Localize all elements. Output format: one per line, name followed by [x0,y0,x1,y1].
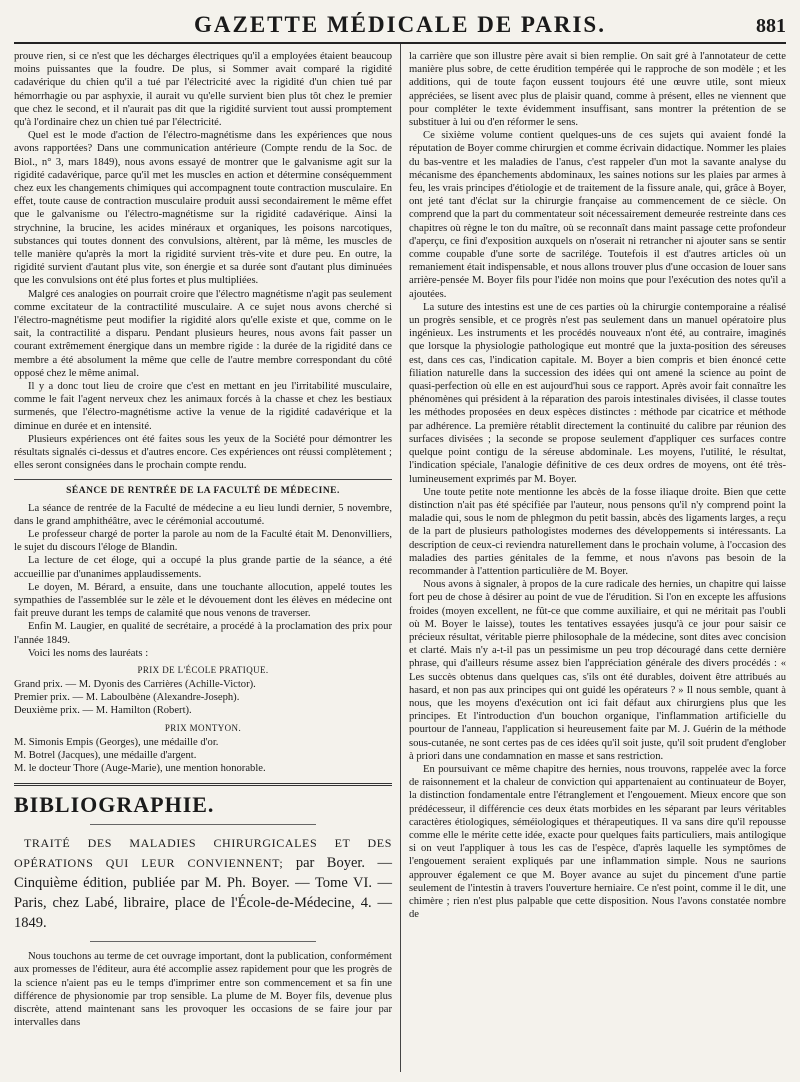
bibliographie-title: BIBLIOGRAPHIE. [14,792,215,818]
divider [90,824,317,825]
review-paragraph: Ce sixième volume contient quelques-uns de ces sujets qui avaient fondé la réputation de Boyer comme chirurgien et comme écrivain didactique. Nommer les plaies du bas-ventre et les maladies de l'anus, c'est rappeler d'un mot la savante analyse du mécanisme des épanchements abdominaux, les saines notions sur les plaies par armes à feu, les vrais principes d'étiologie et de traitement de la fissure anale, qui, grâce à Boyer, ont jeté tant d'éclat sur la chirurgie française au commencement de ce siècle. On comprend que la part du commentateur soit nécessairement demeurée restreinte dans ces chapitres où règne le ton du maître, où se reconnaît dans maint passage cette profondeur d'aperçu, ce fini d'exposition auxquels on n'oserait ni retrancher ni ajouter sans se sentir comme coupable d'une sorte de sacrilége. Toutefois il est d'autres articles où un remaniement était indispensable, et nous allons trouver plus d'une occasion de louer sans arrière-pensée M. Boyer fils pour l'idée non moins que pour l'exécution des notes qu'il a ajoutées. [409,130,786,300]
section-divider [14,783,392,786]
prize-entry: M. Botrel (Jacques), une médaille d'argent. [14,749,197,761]
review-paragraph: la carrière que son illustre père avait si bien remplie. On sait gré à l'annotateur de cette manière plus sobre, de cette érudition tempérée qui le rapproche de son modèle ; et les additions, qui de toute façon eussent toujours été une œuvre utile, sont mieux appréciées, se lisent avec plus de plaisir quand, comme à présent, elles ne viennent que pour compléter le texte évidemment insuffisant, sans montrer la prétention de se substituer à lui ou d'en réformer le sens. [409,51,786,129]
page-number: 881 [756,15,786,37]
prix-pratique-heading: PRIX DE L'ÉCOLE PRATIQUE. [137,664,269,675]
article-paragraph: Quel est le mode d'action de l'électro-magnétisme dans les expériences que nous avons rapportées? Dans une communication antérieure (Compte rendu de la Soc. de Biol., n° 3, mars 1849), nous avons essayé de montrer que le galvanisme agit sur la rigidité cadavérique, parce qu'il met les muscles en action et détermine conséquemment chez eux les changements chimiques qui accompagnent toute contraction musculaire. En effet, toute cause de contraction musculaire produit aussi secondairement le même effet que le galvanisme ou l'électro-magnétisme sur la rigidité cadavérique. Ainsi la strychnine, la brucine, les acides minéraux et organiques, les poisons narcotiques, substances qui toutes donnent des convulsions, altèrent, par là même, les muscles de telle manière qu'après la mort la rigidité survient très-vite et dure peu. En outre, la rigidité survient d'autant plus vite, son énergie et sa durée sont d'autant plus diminuées que les convulsions ont été plus fortes et plus multipliées. [14,130,392,287]
seance-paragraph: Enfin M. Laugier, en qualité de secrétaire, a procédé à la proclamation des prix pour l'année 1849. [14,621,392,646]
review-paragraph: Nous touchons au terme de cet ouvrage important, dont la publication, conformément aux promesses de l'éditeur, aura été accomplie assez rapidement pour que les progrès de la science n'aient pas eu le temps d'imprimer entre son commencement et sa fin une différence de physionomie par trop sensible. La plume de M. Boyer fils, devenue plus discrète, attend maintenant sans les provoquer les occasions de se faire jour par intervalles dans [14,951,392,1029]
right-column [400,44,786,1072]
review-paragraph: Nous avons à signaler, à propos de la cure radicale des hernies, un chapitre qui laisse fort peu de chose à désirer au point de vue de l'érudition. Si l'on en excepte les affusions froides (moyen excellent, ne fût-ce que comme auxiliaire, et qui ne méritait pas l'oubli où M. Boyer le laisse), toutes les tentatives essayées jusqu'à ce jour pour saisir ce précieux résultat, véritable pierre philosophale de la médecine, sont dites avec concision et clarté. Mais n'y a-t-il pas un pessimisme un peu trop découragé dans cette dernière phrase, qui d'ailleurs résume assez bien l'appréciation générale des divers procédés : « Les succès obtenus dans quelques cas, s'ils ont été durables, doivent être attribués au hasard, et non pas aux principes qui ont guidé les opérateurs ? » Il nous semble, quant à nous, que les moyens d'exécution ont ici fait défaut aux chirurgiens plus que les principes. Et l'introduction d'un bouchon organique, l'inflammation artificielle du pourtour de l'anneau, l'application si heureusement faite par M. J. Guérin de la méthode sous-cutanée, ne sont certes pas de ces idées qu'il soit juste, qu'il soit prudent d'englober à priori dans une condamnation en masse et sans restriction. [409,579,786,762]
seance-paragraph: Voici les noms des lauréats : [28,647,149,659]
seance-paragraph: Le doyen, M. Bérard, a ensuite, dans une touchante allocution, appelé toutes les sympathies de l'assemblée sur le zèle et le dévouement dont les élèves en médecine ont fait preuve durant les temps de calamité que nous venons de traverser. [14,581,392,620]
seance-paragraph: La séance de rentrée de la Faculté de médecine a eu lieu lundi dernier, 5 novembre, dans le grand amphithéâtre, avec le cérémonial accoutumé. [14,502,392,527]
article-paragraph: Plusieurs expériences ont été faites sous les yeux de la Société pour démontrer les résultats signalés ci-dessus et d'autres encore. Ces expériences ont réussi complètement ; elles seront consignées dans le prochain compte rendu. [14,433,392,472]
journal-title: GAZETTE MÉDICALE DE PARIS. [194,12,606,37]
seance-paragraph: Le professeur chargé de porter la parole au nom de la Faculté était M. Denonvilliers, le sujet du discours l'éloge de Blandin. [14,528,392,554]
review-paragraph: Une toute petite note mentionne les abcès de la fosse iliaque droite. Bien que cette distinction n'ait pas été spécifiée par l'auteur, nous pensons qu'il n'y comprend point la maladie qui, sous le nom de phlegmon du petit bassin, abcès des ligaments larges, a reçu de la part de plusieurs pathologistes modernes des développements si intéressants. La description de ceux-ci reviendra naturellement dans le prochain volume, à l'occasion des maladies des parties génitales de la femme, et nous n'avons pas besoin de la recommander à l'attention particulière de M. Boyer. [409,486,786,577]
page-header [14,0,786,44]
book-citation [14,833,392,933]
review-paragraph: En poursuivant ce même chapitre des hernies, nous trouvons, rappelée avec la force de raisonnement et la chaleur de conviction qui appartenaient au continuateur de Boyer, la distinction fondamentale entre l'étranglement et l'engouement. Mieux encore que son prédécesseur, il différencie ces deux états morbides en les séparant par leurs véritables caractères étiologiques, séméiologiques et thérapeutiques. Il va sans dire qu'il repousse comme elle le mérite cette idée, exacte pour quelques faits particuliers, mais antilogique si on veut l'appliquer à tous les cas de l'espèce, d'après laquelle les symptômes de l'engouement seraient expliqués par une inflammation simple. Nous ne saurions approuver également ce que M. Boyer avance au sujet du pincement d'une partie seulement de l'intestin à travers l'ouverture herniaire. Ce n'est point, comme il le dit, une chimère ; rien n'est plus palpable que cette disposition. Nous l'avons constatée nombre de [409,763,786,921]
review-paragraph: La suture des intestins est une de ces parties où la chirurgie contemporaine a réalisé un progrès sensible, et ce progrès n'est pas seulement dans un manuel opératoire plus ingénieux. Les instruments et les procédés nouveaux n'ont été, au contraire, imaginés que lorsque la physiologie pathologique eut montré que la juxta-position des séreuses est, dans ces cas, l'indication capitale. M. Boyer a bien compris et bien énoncé cette filiation naturelle dans la succession des idées qui ont amené la science au point de quasi-perfection où elle en est aujourd'hui sous ce rapport. Après avoir fait connaître les phénomènes qui président à la réparation des parois intestinales divisées, il classe toutes les méthodes proposées en deux espèces distinctes : méthode par cicatrice et méthode par adhérence. La première rétablit directement la continuité du calibre par réunion des surfaces divisées ; la seconde se propose seulement d'appliquer ces surfaces contre quelque point contigu de la séreuse abdominale. Les moyens, l'utilité, le résultat, l'indication spéciale, l'analogie définitive de ces deux ordres de moyens, ont été très-lumineusement exprimés par M. Boyer. [409,301,786,485]
seance-paragraph: La lecture de cet éloge, qui a occupé la plus grande partie de la séance, a été accueillie par d'unanimes applaudissements. [14,555,392,580]
divider [14,479,392,480]
columns [14,44,786,1072]
left-column [14,44,400,1072]
seance-heading: SÉANCE DE RENTRÉE DE LA FACULTÉ DE MÉDECINE. [66,485,340,496]
prix-montyon-heading: PRIX MONTYON. [164,722,242,733]
book-details: par Boyer. — Cinquième édition, publiée par M. Ph. Boyer. — Tome VI. — Paris, chez Labé, libraire, place de l'École-de-Médecine, 4. — 1849. [14,855,393,932]
prize-entry: M. le docteur Thore (Auge-Marie), une mention honorable. [14,762,266,774]
prize-entry: Deuxième prix. — M. Hamilton (Robert). [14,705,192,717]
divider [90,941,317,942]
article-paragraph: Il y a donc tout lieu de croire que c'est en mettant en jeu l'irritabilité musculaire, comme le fait l'agent nerveux chez les animaux forcés à la chasse et chez les bestiaux surmenés, que l'électro-magnétisme active la venue de la rigidité cadavérique et la diminue en durée et en intensité. [14,381,392,432]
prize-entry: Premier prix. — M. Laboulbène (Alexandre-Joseph). [14,692,240,704]
prize-entry: M. Simonis Empis (Georges), une médaille d'or. [14,736,219,748]
article-paragraph: Malgré ces analogies on pourrait croire que l'électro magnétisme n'agit pas seulement comme excitateur de la contractilité musculaire. A ce sujet nous avons cherché si l'électro-magnétisme peut modifier la rigidité alors qu'elle existe et que, comme on le sait, la contractilité a disparu. Pendant plusieurs heures, nous avons fait passer un courant extrêmement énergique dans un membre rigide : la durée de la rigidité dans ce membre a été absolument la même que celle de l'autre membre correspondant du côté opposé chez le même animal. [14,288,392,379]
article-paragraph: prouve rien, si ce n'est que les décharges électriques qu'il a employées étaient beaucoup moins puissantes que la foudre. De plus, si Sommer avait comparé la rigidité cadavérique du chien qu'il a tué par l'électricité avec la rigidité d'un chien tué par hémorrhagie ou par asphyxie, il aurait vu qu'elle survient bien plus tôt chez le premier que chez le second, et il n'aurait pas dit que la rigidité survient tout aussi promptement qu'à l'ordinaire chez un chien tué par l'électricité. [14,51,392,129]
prize-entry: Grand prix. — M. Dyonis des Carrières (Achille-Victor). [14,678,256,690]
book-title: TRAITÉ DES MALADIES CHIRURGICALES ET DES OPÉRATIONS QUI LEUR CONVIENNENT; [14,836,392,871]
